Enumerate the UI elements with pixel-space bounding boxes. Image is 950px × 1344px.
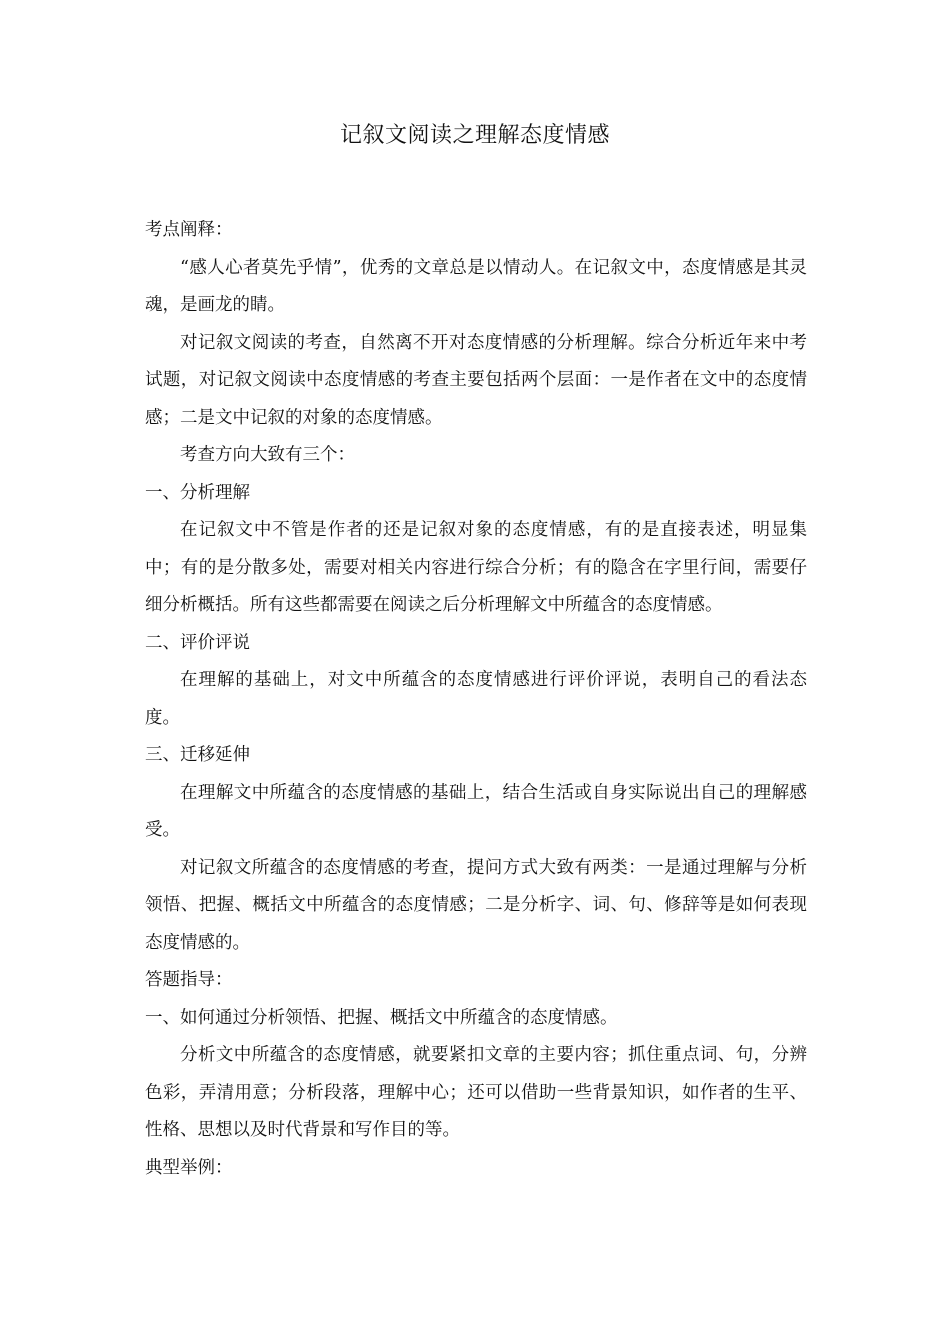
section-heading-kaodian: 考点阐释： bbox=[145, 220, 233, 240]
section-heading-guidance: 答题指导： bbox=[145, 970, 233, 990]
subheading-analysis: 一、分析理解 bbox=[145, 482, 250, 503]
paragraph-extension: 在理解文中所蕴含的态度情感的基础上，结合生活或自身实际说出自己的理解感受。 bbox=[145, 782, 807, 840]
subheading-how-to-analyze: 一、如何通过分析领悟、把握、概括文中所蕴含的态度情感。 bbox=[145, 1007, 618, 1028]
paragraph-three-directions: 考查方向大致有三个： bbox=[180, 445, 355, 465]
paragraph-evaluation: 在理解的基础上，对文中所蕴含的态度情感进行评价评说，表明自己的看法态度。 bbox=[145, 670, 807, 728]
paragraph-exam-overview: 对记叙文阅读的考查，自然离不开对态度情感的分析理解。综合分析近年来中考试题，对记叙文阅读中态度情感的考查主要包括两个层面：一是作者在文中的态度情感；二是文中记叙的对象的态度情感。 bbox=[145, 332, 807, 428]
paragraph-how-to-analyze: 分析文中所蕴含的态度情感，就要紧扣文章的主要内容；抓住重点词、句，分辨色彩，弄清用意；分析段落，理解中心；还可以借助一些背景知识，如作者的生平、性格、思想以及时代背景和写作目的等。 bbox=[145, 1045, 807, 1140]
subheading-extension: 三、迁移延伸 bbox=[145, 745, 250, 765]
paragraph-question-types: 对记叙文所蕴含的态度情感的考查，提问方式大致有两类：一是通过理解与分析领悟、把握、概括文中所蕴含的态度情感；二是分析字、词、句、修辞等是如何表现态度情感的。 bbox=[145, 857, 807, 953]
paragraph-intro: “感人心者莫先乎情”，优秀的文章总是以情动人。在记叙文中，态度情感是其灵魂，是画龙的睛。 bbox=[145, 257, 807, 315]
section-heading-examples: 典型举例： bbox=[145, 1157, 233, 1178]
subheading-evaluation: 二、评价评说 bbox=[145, 632, 250, 653]
document-title: 记叙文阅读之理解态度情感 bbox=[339, 123, 610, 148]
paragraph-analysis: 在记叙文中不管是作者的还是记叙对象的态度情感，有的是直接表述，明显集中；有的是分散多处，需要对相关内容进行综合分析；有的隐含在字里行间，需要仔细分析概括。所有这些都需要在阅读之后分析理解文中所蕴含的态度情感。 bbox=[145, 520, 807, 615]
document-body bbox=[145, 212, 807, 1187]
